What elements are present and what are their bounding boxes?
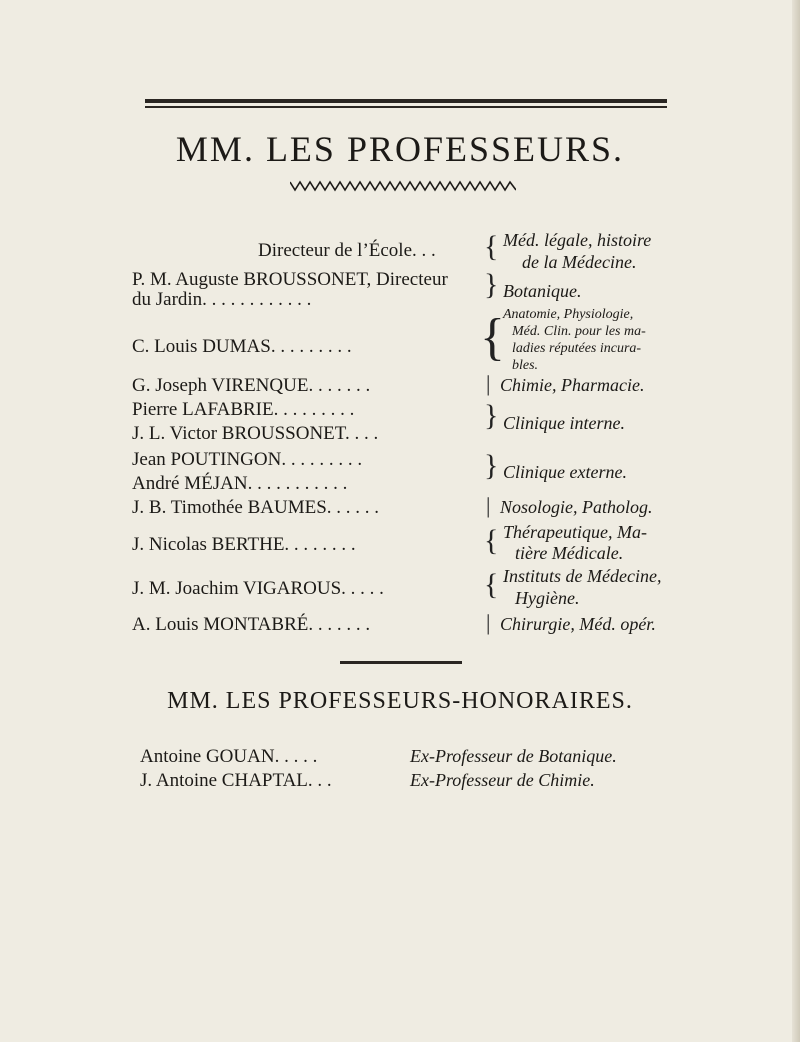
page-edge <box>792 0 800 1042</box>
honorary-row: Antoine GOUAN. . . . . <box>140 746 318 767</box>
professor-row: Directeur de l’École. . . <box>258 240 436 261</box>
subject-line: Botanique. <box>503 281 582 301</box>
honorary-subject: Ex-Professeur de Chimie. <box>410 770 595 790</box>
subject-line: Clinique interne. <box>503 413 625 433</box>
professor-row: J. Nicolas BERTHE. . . . . . . . <box>132 534 356 555</box>
brace: { <box>484 568 499 601</box>
professor-row: Pierre LAFABRIE. . . . . . . . . <box>132 399 355 420</box>
professor-row: J. B. Timothée BAUMES. . . . . . <box>132 497 380 518</box>
brace: { <box>480 309 505 366</box>
subject-line: Clinique externe. <box>503 462 627 482</box>
professor-row: J. M. Joachim VIGAROUS. . . . . <box>132 578 384 599</box>
brace: { <box>484 230 499 263</box>
professor-row: André MÉJAN. . . . . . . . . . . <box>132 473 348 494</box>
professor-row: C. Louis DUMAS. . . . . . . . . <box>132 336 352 357</box>
subject-line: Méd. Clin. pour les ma- <box>512 324 646 339</box>
subject-line: tière Médicale. <box>515 543 624 563</box>
page-title: MM. LES PROFESSEURS. <box>175 129 625 169</box>
brace: | <box>486 610 491 635</box>
subject-line: Chirurgie, Méd. opér. <box>500 614 656 634</box>
top-rule <box>145 99 667 103</box>
subject-line: de la Médecine. <box>522 252 637 272</box>
brace: } <box>484 399 499 432</box>
honorary-row: J. Antoine CHAPTAL. . . <box>140 770 332 791</box>
subject-line: Thérapeutique, Ma- <box>503 522 647 542</box>
professor-row: P. M. Auguste BROUSSONET, Directeur <box>132 269 448 290</box>
professor-row-cont: du Jardin. . . . . . . . . . . . <box>132 289 312 310</box>
top-rule-thin <box>145 106 667 108</box>
subject-line: Méd. légale, histoire <box>503 230 652 250</box>
brace: | <box>486 493 491 518</box>
professor-row: J. L. Victor BROUSSONET. . . . <box>132 423 379 444</box>
brace: } <box>484 268 499 301</box>
brace: { <box>484 524 499 557</box>
subject-line: Hygiène. <box>515 588 580 608</box>
brace: | <box>486 371 491 396</box>
subject-line: Nosologie, Patholog. <box>500 497 653 517</box>
honorary-subject: Ex-Professeur de Botanique. <box>410 746 617 766</box>
subject-line: ladies réputées incura- <box>512 341 642 356</box>
zigzag-ornament <box>290 180 516 192</box>
subject-line: bles. <box>512 358 539 373</box>
subject-line: Chimie, Pharmacie. <box>500 375 645 395</box>
subject-line: Instituts de Médecine, <box>503 566 662 586</box>
professor-row: G. Joseph VIRENQUE. . . . . . . <box>132 375 371 396</box>
professor-row: A. Louis MONTABRÉ. . . . . . . <box>132 614 371 635</box>
brace: } <box>484 449 499 482</box>
subject-line: Anatomie, Physiologie, <box>503 307 634 322</box>
section-divider <box>340 661 462 664</box>
honorary-title: MM. LES PROFESSEURS-HONORAIRES. <box>167 688 633 714</box>
professor-row: Jean POUTINGON. . . . . . . . . <box>132 449 363 470</box>
